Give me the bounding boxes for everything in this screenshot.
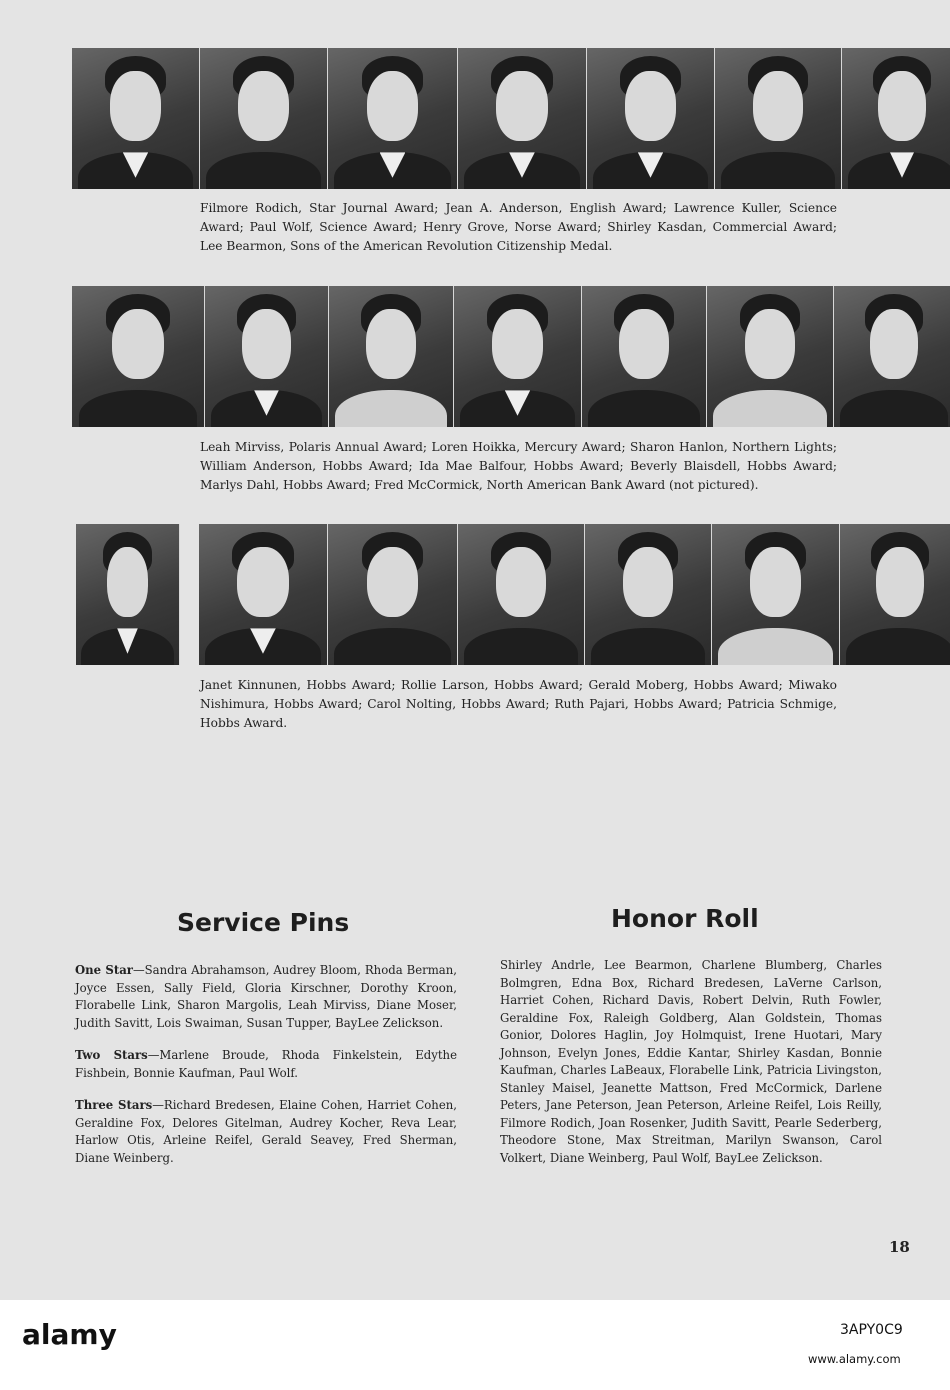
portrait-marlys-dahl [834,286,950,427]
three-stars-label: Three Stars [75,1098,153,1112]
portrait-leah-mirviss [72,286,205,427]
portrait-ruth-pajari [712,524,840,665]
service-pins-heading: Service Pins [177,908,350,937]
portrait-shirley-kasdan [715,48,842,189]
two-stars-label: Two Stars [75,1048,148,1062]
two-stars-paragraph [75,1047,457,1082]
honor-roll-heading: Honor Roll [611,904,759,933]
portrait-sharon-hanlon [329,286,454,427]
watermark-footer [0,1300,950,1390]
portrait-carol-nolting [585,524,712,665]
portrait-paul-wolf [458,48,587,189]
photo-row-1 [72,48,950,189]
watermark-url: www.alamy.com [808,1352,901,1366]
portrait-jean-anderson [200,48,328,189]
honor-roll-column [500,957,882,1182]
portrait-filmore-rodich [72,48,200,189]
portrait-lawrence-kuller [328,48,458,189]
three-stars-names: —Richard Bredesen, Elaine Cohen, Harriet Cohen, Geraldine Fox, Delores Gitelman, Audrey Kocher, Reva Lear, Harlow Otis, Arleine Reifel, Gerald Seavey, Fred Sherman, Diane Weinberg. [75,1098,457,1165]
portrait-loren-hoikka [205,286,329,427]
service-pins-column [75,962,457,1182]
caption-row-1: Filmore Rodich, Star Journal Award; Jean A. Anderson, English Award; Lawrence Kuller, Science Award; Paul Wolf, Science Award; Henry Grove, Norse Award; Shirley Kasdan, Commercial Award; Lee Bearmon, Sons of the American Revolution Citizenship Medal. [200,201,837,253]
one-star-label: One Star [75,963,133,977]
three-stars-paragraph [75,1097,457,1167]
caption-row-2: Leah Mirviss, Polaris Annual Award; Loren Hoikka, Mercury Award; Sharon Hanlon, Northern Lights; William Anderson, Hobbs Award; Ida Mae Balfour, Hobbs Award; Beverly Blaisdell, Hobbs Award; Marlys Dahl, Hobbs Award; Fred McCormick, North American Bank Award (not pictured). [200,440,837,492]
portrait-gerald-moberg [328,524,458,665]
image-id: 3APY0C9 [840,1322,903,1338]
portrait-rollie-larson [199,524,328,665]
portrait-janet-kinnunen [76,524,180,665]
photo-row-3 [72,524,950,665]
portrait-lee-bearmon [842,48,950,189]
one-star-paragraph [75,962,457,1032]
portrait-ida-mae-balfour [582,286,707,427]
caption-row-3: Janet Kinnunen, Hobbs Award; Rollie Larson, Hobbs Award; Gerald Moberg, Hobbs Award; Miwako Nishimura, Hobbs Award; Carol Nolting, Hobbs Award; Ruth Pajari, Hobbs Award; Patricia Schmige, Hobbs Award. [200,678,837,730]
one-star-names: —Sandra Abrahamson, Audrey Bloom, Rhoda Berman, Joyce Essen, Sally Field, Gloria Kirschner, Dorothy Kroon, Florabelle Link, Sharon Margolis, Leah Mirviss, Diane Moser, Judith Savitt, Lois Swaiman, Susan Tupper, BayLee Zelickson. [75,963,457,1030]
honor-roll-names: Shirley Andrle, Lee Bearmon, Charlene Blumberg, Charles Bolmgren, Edna Box, Richard Bredesen, LaVerne Carlson, Harriet Cohen, Richard Davis, Robert Delvin, Ruth Fowler, Geraldine Fox, Raleigh Goldberg, Alan Goldstein, Thomas Gonior, Dolores Haglin, Joy Holmquist, Irene Huotari, Mary Johnson, Evelyn Jones, Eddie Kantar, Shirley Kasdan, Bonnie Kaufman, Charles LaBeaux, Florabelle Link, Patricia Livingston, Stanley Maisel, Jeanette Mattson, Fred McCormick, Darlene Peters, Jane Peterson, Jean Peterson, Arleine Reifel, Lois Reilly, Filmore Rodich, Joan Rosenker, Judith Savitt, Pearle Sederberg, Theodore Stone, Max Streitman, Marilyn Swanson, Carol Volkert, Diane Weinberg, Paul Wolf, BayLee Zelickson. [500,958,882,1165]
portrait-miwako-nishimura [458,524,585,665]
two-stars-names: —Marlene Broude, Rhoda Finkelstein, Edythe Fishbein, Bonnie Kaufman, Paul Wolf. [75,1048,457,1080]
alamy-logo: alamy [22,1318,117,1351]
portrait-patricia-schmige [840,524,950,665]
portrait-william-anderson [454,286,582,427]
page-number: 18 [889,1238,910,1256]
portrait-henry-grove [587,48,715,189]
photo-row-2 [72,286,950,427]
portrait-beverly-blaisdell [707,286,834,427]
